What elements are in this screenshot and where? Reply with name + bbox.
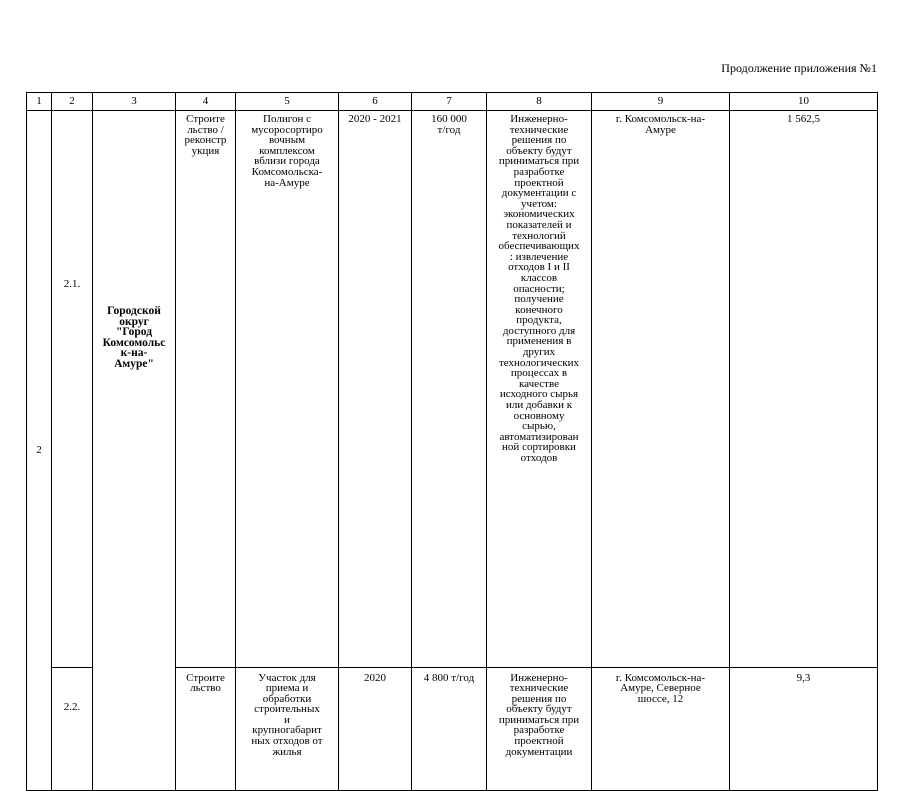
value: 1 562,5 — [787, 113, 820, 125]
column-number: 1 — [27, 93, 52, 111]
solutions: Инженерно- технические решения по объекту будут приниматься при разработке проектной документации — [498, 671, 580, 758]
location: г. Комсомольск-на- Амуре, Северное шоссе, 12 — [615, 671, 706, 705]
sub-row-number: 2.1. — [52, 111, 93, 668]
object-name: Участок для приема и обработки строительных и крупногабарит ных отходов от жилья — [251, 671, 323, 758]
work-type: Строите льство — [186, 671, 225, 695]
solutions-cell — [487, 667, 592, 790]
column-number: 4 — [176, 93, 236, 111]
column-number: 7 — [412, 93, 487, 111]
district-cell — [93, 111, 176, 668]
capacity-cell — [412, 111, 487, 668]
column-number: 6 — [339, 93, 412, 111]
object-name: Полигон с мусоросортиро вочным комплексом вблизи города Комсомольска- на-Амуре — [251, 113, 323, 189]
column-number: 8 — [487, 93, 592, 111]
table-row — [27, 667, 878, 790]
object-cell — [236, 667, 339, 790]
column-number: 5 — [236, 93, 339, 111]
value: 9,3 — [796, 671, 811, 684]
years: 2020 — [364, 671, 386, 684]
column-number: 3 — [93, 93, 176, 111]
years-cell — [339, 667, 412, 790]
location-cell — [592, 111, 730, 668]
object-cell — [236, 111, 339, 668]
district-name: Городской округ "Город Комсомольс к-на- Амуре" — [102, 305, 166, 370]
district-cell-continued — [93, 667, 176, 790]
column-number: 10 — [730, 93, 878, 111]
work-type-cell — [176, 111, 236, 668]
solutions: Инженерно- технические решения по объекту будут приниматься при разработке проектной документации с учетом: экономических показателей и технологий обеспечивающих : извлечение отходов I и II классов опасности; получение конечного продукта, доступного для применения в других технологических процессах в качестве исходного сырья или добавки к основному сырью, автоматизирован ной сортировки отходов — [498, 113, 580, 464]
column-number-row — [27, 93, 878, 111]
location: г. Комсомольск-на- Амуре — [615, 113, 706, 136]
capacity-cell — [412, 667, 487, 790]
column-number: 2 — [52, 93, 93, 111]
years-cell — [339, 111, 412, 668]
work-type: Строите льство / реконстр укция — [184, 113, 227, 157]
value-cell — [730, 667, 878, 790]
location-cell — [592, 667, 730, 790]
value-cell — [730, 111, 878, 668]
years: 2020 - 2021 — [348, 113, 402, 125]
sub-row-number: 2.2. — [52, 667, 93, 790]
capacity: 160 000 т/год — [431, 113, 467, 136]
capacity: 4 800 т/год — [423, 671, 475, 684]
work-type-cell — [176, 667, 236, 790]
solutions-cell — [487, 111, 592, 668]
page-caption: Продолжение приложения №1 — [721, 61, 877, 75]
column-number: 9 — [592, 93, 730, 111]
appendix-table — [26, 92, 878, 791]
table-row — [27, 111, 878, 668]
row-number: 2 — [27, 111, 52, 791]
